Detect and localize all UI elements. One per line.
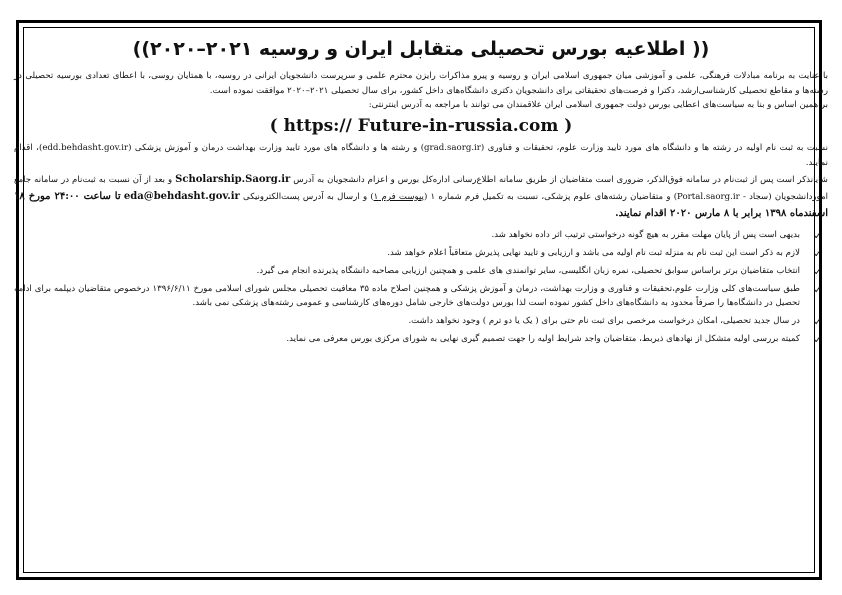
list-item-text: کمیته بررسی اولیه متشکل از نهادهای ذیربط، متقاضیان واجد شرایط اولیه را جهت تصمیم گیری نهایی به شورای مرکزی بورس معرفی می نماید. [286, 334, 800, 345]
registration-text-1: نسبت به ثبت نام اولیه در رشته ها و دانشگاه های مورد تایید وزارت علوم، تحقیقات و فناوری ( [480, 143, 828, 154]
portal-saorg-link[interactable]: Portal.saorg.ir [677, 191, 740, 202]
checkmark-icon: ✓ [813, 335, 822, 347]
grad-saorg-link[interactable]: grad.saorg.ir [424, 143, 481, 154]
list-item [14, 246, 822, 261]
list-item [14, 264, 822, 279]
followup-text-1: شایانذکر است پس از ثبت‌نام در سامانه فوق‌الذکر، ضروری است متقاضیان از طریق سامانه اطلاع‌رسانی اداره‌کل بورس و اعزام دانشجویان به آدرس [293, 174, 829, 185]
checkmark-icon: ✓ [813, 231, 822, 243]
scholarship-saorg-link[interactable]: Scholarship.Saorg.ir [175, 173, 291, 185]
followup-text-4: ) و ارسال به آدرس پست‌الکترونیکی [243, 191, 374, 202]
list-item-text: بدیهی است پس از پایان مهلت مقرر به هیچ گونه درخواستی ترتیب اثر داده نخواهد شد. [491, 230, 800, 241]
announcement-title: (( اطلاعیه بورس تحصیلی متقابل ایران و روسیه ۲۰۲۱–۲۰۲۰)) [132, 38, 710, 60]
followup-text-2: و بعد از آن نسبت به ثبت‌نام در سامانه جامع اموردانشجویان (سجاد - [14, 174, 828, 202]
list-item [14, 282, 822, 312]
list-item [14, 314, 822, 329]
list-item-text: طبق سیاست‌های کلی وزارت علوم،تحقیقات و فناوری و وزارت بهداشت، درمان و آموزش پزشکی و همچنین اصلاح ماده ۳۵ معافیت تحصیلی مجلس شورای اسلامی مورخ ۱۳۹۶/۶/۱۱ درخصوص متقاضیان دیپلمه برای ادامه تحصیل در دانشگاه‌ها را صرفاً محدود به دانشگاه‌های داخل کشور نموده است لذا بورس دولت‌های خارجی شامل دوره‌های کارشناسی و عمومی رشته‌های پزشکی نمی باشد. [14, 283, 800, 309]
announcement-body [14, 38, 828, 585]
email-address[interactable]: eda@behdasht.gov.ir [123, 190, 240, 202]
registration-text-2: ) و رشته ها و دانشگاه های مورد تایید وزارت بهداشت درمان و آموزش پزشکی ( [128, 143, 425, 154]
basis-paragraph: بر همین اساس و بنا به سیاست‌های اعطایی بورس دولت جمهوری اسلامی ایران علاقمندان می توانند با مراجعه به آدرس اینترنتی: [368, 100, 828, 111]
list-item-text: در سال جدید تحصیلی، امکان درخواست مرخصی برای ثبت نام حتی برای ( یک یا دو ترم ) وجود نخواهد داشت. [408, 316, 800, 327]
list-item [14, 228, 822, 243]
form-1-attachment-link[interactable]: پیوست فرم ۱ [373, 191, 424, 202]
list-item-text: لازم به ذکر است این ثبت نام به منزله ثبت نام اولیه می باشد و ارزیابی و تایید نهایی پذیرش متعاقباً اعلام خواهد شد. [387, 248, 800, 259]
notes-list [14, 228, 828, 346]
checkmark-icon: ✓ [813, 317, 822, 329]
registration-text-3: )، اقدام نمایند. [14, 143, 828, 169]
followup-paragraph [14, 171, 828, 223]
deadline-text: تا ساعت ۲۴:۰۰ مورخ ۱۸ اسفندماه ۱۳۹۸ برابر با ۸ مارس ۲۰۲۰ اقدام نمایند. [14, 190, 828, 220]
checkmark-icon: ✓ [813, 284, 822, 296]
list-item-text: انتخاب متقاضیان برتر براساس سوابق تحصیلی، نمره زبان انگلیسی، سایر توانمندی های علمی و همچنین ارزیابی مصاحبه دانشگاه پذیرنده انجام می گیرد. [256, 265, 800, 276]
list-item [14, 332, 822, 347]
registration-paragraph [14, 141, 828, 171]
intro-paragraph: با عنایت به برنامه مبادلات فرهنگی، علمی و آموزشی میان جمهوری اسلامی ایران و روسیه و پیرو مذاکرات رایزن محترم علمی و سرپرست دانشجویان ایرانی در روسیه، با همتایان روسی، با اعطای تعدادی بورسیه تحصیلی در رشته‌ها و مقاطع تحصیلی کارشناسی‌ارشد، دکترا و فرصت‌های تحقیقاتی برای دانشجویان دکتری دانشگاه‌های داخل کشور، برای سال تحصیلی ۲۰۲۱–۲۰۲۰ موافقت نموده است. [14, 70, 828, 96]
website-url[interactable]: ( https:// Future-in-russia.com ) [269, 116, 573, 137]
checkmark-icon: ✓ [813, 266, 822, 278]
edd-behdasht-link[interactable]: edd.behdasht.gov.ir [42, 143, 129, 154]
checkmark-icon: ✓ [813, 249, 822, 261]
followup-text-3: ) و متقاضیان رشته‌های علوم پزشکی، نسبت به تکمیل فرم شماره ۱ ( [423, 191, 678, 202]
